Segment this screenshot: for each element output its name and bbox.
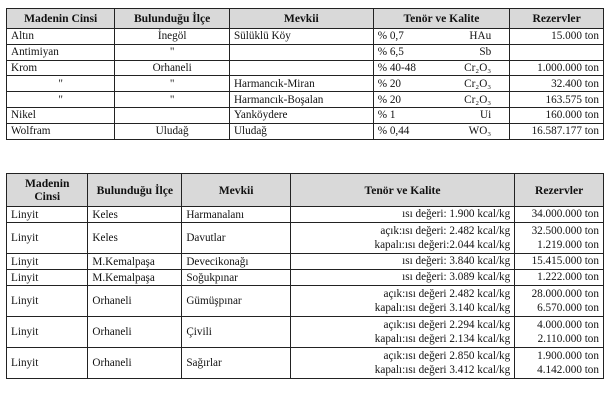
grade-percent: % 20 bbox=[377, 93, 402, 106]
location: Sağırlar bbox=[182, 348, 291, 379]
district bbox=[115, 107, 230, 123]
reserve-value: 2.110.000 ton bbox=[537, 333, 599, 345]
mineral-type: Linyit bbox=[7, 207, 88, 223]
reserve-value: 34.000.000 ton bbox=[531, 208, 599, 221]
grade-percent: % 0,44 bbox=[377, 125, 410, 138]
grade-percent: % 20 bbox=[377, 77, 402, 90]
mineral-type: Linyit bbox=[7, 348, 88, 379]
grade-quality bbox=[373, 92, 509, 108]
column-header: Bulunduğu İlçe bbox=[115, 9, 230, 29]
table-row bbox=[7, 60, 604, 76]
table-row bbox=[7, 207, 604, 223]
location: Çivili bbox=[182, 317, 291, 348]
reserve-value: 1.900.000 ton bbox=[537, 349, 599, 362]
location bbox=[229, 60, 373, 76]
table-row bbox=[7, 29, 604, 45]
district: M.Kemalpaşa bbox=[88, 254, 182, 270]
column-header: Rezervler bbox=[515, 174, 604, 207]
table-row bbox=[7, 123, 604, 139]
reserve-value: 15.415.000 ton bbox=[531, 255, 599, 268]
location: Harmancık-Miran bbox=[229, 76, 373, 92]
table-row bbox=[7, 76, 604, 92]
district: Uludağ bbox=[115, 123, 230, 139]
district: M.Kemalpaşa bbox=[88, 270, 182, 286]
district: Orhaneli bbox=[88, 317, 182, 348]
table-row bbox=[7, 254, 604, 270]
column-header: Bulunduğu İlçe bbox=[88, 174, 182, 207]
grade-quality bbox=[373, 60, 509, 76]
location: Harmancık-Boşalan bbox=[229, 92, 373, 108]
column-header: Tenör ve Kalite bbox=[290, 174, 514, 207]
grade-quality bbox=[290, 223, 514, 254]
table-row bbox=[7, 107, 604, 123]
mineral-type: Altın bbox=[7, 29, 115, 45]
grade-quality bbox=[373, 76, 509, 92]
location: Sülüklü Köy bbox=[229, 29, 373, 45]
heat-value: açık:ısı değeri 2.482 kcal/kg bbox=[383, 287, 511, 300]
grade-quality bbox=[373, 107, 509, 123]
column-header: Rezervler bbox=[510, 9, 604, 29]
mineral-type: " bbox=[7, 92, 115, 108]
heat-value: açık:ısı değeri 2.850 kcal/kg bbox=[383, 349, 511, 362]
quality-symbol: WO₃ bbox=[468, 125, 492, 138]
district: " bbox=[115, 92, 230, 108]
heat-value: açık:ısı değeri 2.294 kcal/kg bbox=[383, 318, 511, 331]
grade-quality bbox=[290, 286, 514, 317]
reserve-amount bbox=[515, 207, 604, 223]
reserve-amount: 160.000 ton bbox=[510, 107, 604, 123]
location: Uludağ bbox=[229, 123, 373, 139]
quality-symbol: HAu bbox=[469, 30, 492, 43]
district: " bbox=[115, 44, 230, 60]
reserve-amount bbox=[510, 44, 604, 60]
mineral-type: Antimiyan bbox=[7, 44, 115, 60]
reserve-amount bbox=[515, 254, 604, 270]
mineral-type: Nikel bbox=[7, 107, 115, 123]
grade-quality bbox=[290, 270, 514, 286]
quality-symbol: Cr₂O₃ bbox=[464, 93, 492, 106]
heat-value: kapalı:ısı değeri 2.134 kcal/kg bbox=[374, 333, 511, 345]
reserve-amount bbox=[515, 286, 604, 317]
table-row bbox=[7, 317, 604, 348]
mineral-reserves-table bbox=[6, 8, 604, 140]
reserve-value: 32.500.000 ton bbox=[531, 224, 599, 237]
quality-symbol: Cr₂O₃ bbox=[464, 61, 492, 74]
grade-percent: % 40-48 bbox=[377, 61, 416, 74]
district: Orhaneli bbox=[88, 286, 182, 317]
district: İnegöl bbox=[115, 29, 230, 45]
heat-value: açık:ısı değeri: 2.482 kcal/kg bbox=[380, 224, 511, 237]
reserve-amount bbox=[515, 223, 604, 254]
mineral-type: " bbox=[7, 76, 115, 92]
table-row bbox=[7, 348, 604, 379]
reserve-amount bbox=[515, 270, 604, 286]
mineral-type: Linyit bbox=[7, 270, 88, 286]
mineral-type: Linyit bbox=[7, 317, 88, 348]
mineral-type: Wolfram bbox=[7, 123, 115, 139]
reserve-amount: 16.587.177 ton bbox=[510, 123, 604, 139]
quality-symbol: Sb bbox=[479, 46, 492, 59]
table-row bbox=[7, 92, 604, 108]
column-header: Mevkii bbox=[182, 174, 291, 207]
reserve-value: 28.000.000 ton bbox=[531, 287, 599, 300]
location bbox=[229, 44, 373, 60]
column-header: Madenin Cinsi bbox=[7, 174, 88, 207]
grade-percent: % 1 bbox=[377, 109, 396, 122]
grade-quality bbox=[290, 317, 514, 348]
district: " bbox=[115, 76, 230, 92]
table-header-row bbox=[7, 174, 604, 207]
reserve-amount: 32.400 ton bbox=[510, 76, 604, 92]
grade-quality bbox=[373, 29, 509, 45]
heat-value: kapalı:ısı değeri:2.044 kcal/kg bbox=[374, 239, 511, 251]
location: Yanköydere bbox=[229, 107, 373, 123]
grade-quality bbox=[290, 254, 514, 270]
heat-value: ısı değeri: 1.900 kcal/kg bbox=[402, 208, 511, 221]
column-header: Madenin Cinsi bbox=[7, 9, 115, 29]
grade-quality bbox=[373, 44, 509, 60]
reserve-value: 6.570.000 ton bbox=[537, 302, 599, 314]
table-header-row bbox=[7, 9, 604, 29]
table-row bbox=[7, 270, 604, 286]
column-header: Mevkii bbox=[229, 9, 373, 29]
mineral-type: Krom bbox=[7, 60, 115, 76]
quality-symbol: Cr₂O₃ bbox=[464, 77, 492, 90]
mineral-type: Linyit bbox=[7, 286, 88, 317]
grade-quality bbox=[290, 207, 514, 223]
location: Soğukpınar bbox=[182, 270, 291, 286]
heat-value: ısı değeri: 3.840 kcal/kg bbox=[402, 255, 511, 268]
district: Orhaneli bbox=[88, 348, 182, 379]
reserve-value: 4.000.000 ton bbox=[537, 318, 599, 331]
location: Davutlar bbox=[182, 223, 291, 254]
location: Harmanalanı bbox=[182, 207, 291, 223]
location: Devecikonağı bbox=[182, 254, 291, 270]
grade-percent: % 6,5 bbox=[377, 46, 404, 59]
grade-quality bbox=[373, 123, 509, 139]
heat-value: kapalı:ısı değeri 3.140 kcal/kg bbox=[374, 302, 511, 314]
mineral-type: Linyit bbox=[7, 223, 88, 254]
district: Keles bbox=[88, 223, 182, 254]
heat-value: kapalı:ısı değeri 3.412 kcal/kg bbox=[374, 364, 511, 376]
table-row bbox=[7, 286, 604, 317]
lignite-reserves-table bbox=[6, 173, 604, 379]
column-header: Tenör ve Kalite bbox=[373, 9, 509, 29]
table-row bbox=[7, 223, 604, 254]
reserve-value: 1.222.000 ton bbox=[537, 271, 599, 284]
table-row bbox=[7, 44, 604, 60]
reserve-value: 4.142.000 ton bbox=[537, 364, 599, 376]
quality-symbol: Ui bbox=[480, 109, 492, 122]
reserve-amount: 1.000.000 ton bbox=[510, 60, 604, 76]
reserve-amount bbox=[515, 348, 604, 379]
grade-percent: % 0,7 bbox=[377, 30, 404, 43]
heat-value: ısı değeri: 3.089 kcal/kg bbox=[402, 271, 511, 284]
mineral-type: Linyit bbox=[7, 254, 88, 270]
district: Keles bbox=[88, 207, 182, 223]
district: Orhaneli bbox=[115, 60, 230, 76]
grade-quality bbox=[290, 348, 514, 379]
location: Gümüşpınar bbox=[182, 286, 291, 317]
reserve-amount: 15.000 ton bbox=[510, 29, 604, 45]
reserve-amount: 163.575 ton bbox=[510, 92, 604, 108]
reserve-amount bbox=[515, 317, 604, 348]
reserve-value: 1.219.000 ton bbox=[537, 239, 599, 251]
